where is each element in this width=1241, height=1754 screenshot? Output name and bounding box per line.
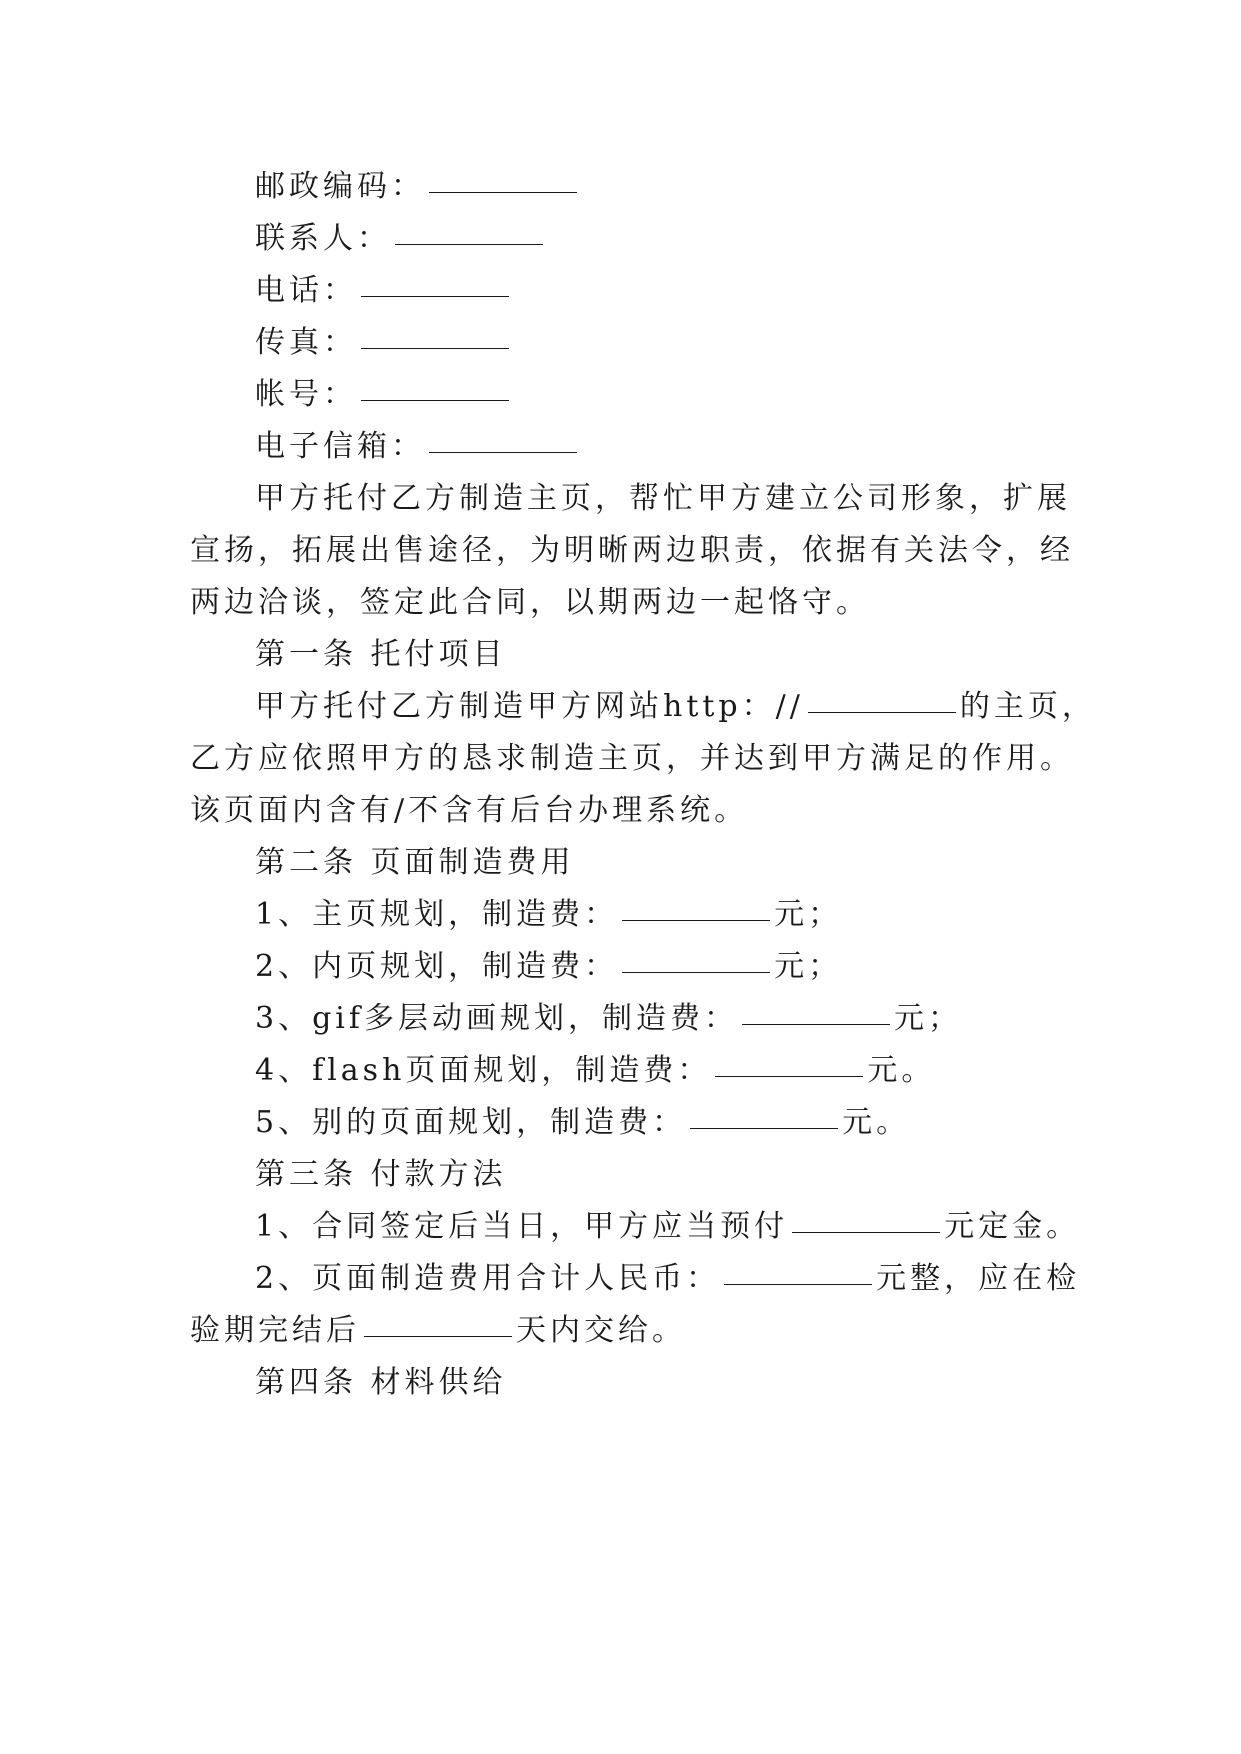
fee-item-4-unit: 元。 bbox=[867, 1053, 936, 1088]
fax-label: 传真： bbox=[255, 325, 357, 360]
payment-item-2-continued bbox=[190, 1302, 1070, 1360]
fee-item-5-blank bbox=[690, 1094, 838, 1129]
deposit-blank bbox=[792, 1198, 940, 1233]
contact-blank bbox=[395, 210, 543, 245]
fee-item-1-label: 1、主页规划，制造费： bbox=[255, 897, 619, 932]
account-blank bbox=[361, 366, 509, 401]
email-blank bbox=[429, 418, 577, 453]
article-2-title: 第二条 页面制造费用 bbox=[255, 845, 575, 880]
payment-item-2-before: 2、页面制造费用合计人民币： bbox=[255, 1261, 721, 1296]
days-blank bbox=[364, 1302, 512, 1337]
email-label: 电子信箱： bbox=[255, 429, 425, 464]
account-label: 帐号： bbox=[255, 377, 357, 412]
article-3-title: 第三条 付款方法 bbox=[255, 1157, 507, 1192]
article-1-line-1-after: 的主页， bbox=[959, 689, 1096, 724]
intro-line-2: 宣扬，拓展出售途径，为明晰两边职责，依据有关法令，经 bbox=[190, 533, 1074, 568]
payment-item-1-after: 元定金。 bbox=[944, 1209, 1081, 1244]
website-url-blank bbox=[808, 678, 956, 713]
intro-line-3: 两边洽谈，签定此合同，以期两边一起恪守。 bbox=[190, 585, 870, 620]
fee-item-2-unit: 元； bbox=[774, 949, 843, 984]
payment-item-2-after: 元整，应在检 bbox=[876, 1261, 1081, 1296]
article-1-title: 第一条 托付项目 bbox=[255, 637, 507, 672]
phone-label: 电话： bbox=[255, 273, 357, 308]
postal-code-blank bbox=[429, 158, 577, 193]
fee-item-1-blank bbox=[622, 886, 770, 921]
fee-item-2-blank bbox=[622, 938, 770, 973]
article-1-line-1-before: 甲方托付乙方制造甲方网站http：// bbox=[255, 689, 804, 724]
payment-item-2-cont-before: 验期完结后 bbox=[190, 1313, 360, 1348]
payment-item-1-before: 1、合同签定后当日，甲方应当预付 bbox=[255, 1209, 789, 1244]
total-amount-blank bbox=[724, 1250, 872, 1285]
fee-item-2 bbox=[255, 938, 1135, 996]
fee-item-4 bbox=[255, 1042, 1135, 1100]
fee-item-3-unit: 元； bbox=[894, 1001, 962, 1036]
fee-item-4-blank bbox=[715, 1042, 863, 1077]
fax-blank bbox=[361, 314, 509, 349]
fee-item-1 bbox=[255, 886, 1135, 944]
fee-item-3 bbox=[255, 990, 1135, 1048]
postal-code-line bbox=[255, 158, 1135, 216]
fee-item-3-label: 3、gif多层动画规划，制造费： bbox=[255, 1001, 738, 1036]
phone-line bbox=[255, 262, 1135, 320]
article-4-title: 第四条 材料供给 bbox=[255, 1365, 507, 1400]
phone-blank bbox=[361, 262, 509, 297]
payment-item-1 bbox=[255, 1198, 1135, 1256]
article-1-line-2: 乙方应依照甲方的恳求制造主页，并达到甲方满足的作用。 bbox=[190, 741, 1074, 776]
payment-item-2-cont-after: 天内交给。 bbox=[516, 1313, 686, 1348]
article-1-line-3: 该页面内含有/不含有后台办理系统。 bbox=[190, 793, 749, 828]
payment-item-2 bbox=[255, 1250, 1135, 1308]
email-line bbox=[255, 418, 1135, 476]
account-line bbox=[255, 366, 1135, 424]
fee-item-5-label: 5、别的页面规划，制造费： bbox=[255, 1105, 687, 1140]
contact-line bbox=[255, 210, 1135, 268]
article-1-line-1 bbox=[255, 678, 1135, 736]
fee-item-2-label: 2、内页规划，制造费： bbox=[255, 949, 619, 984]
fee-item-4-label: 4、flash页面规划，制造费： bbox=[255, 1053, 712, 1088]
fee-item-3-blank bbox=[742, 990, 890, 1025]
postal-code-label: 邮政编码： bbox=[255, 169, 425, 204]
contact-label: 联系人： bbox=[255, 221, 391, 256]
fax-line bbox=[255, 314, 1135, 372]
intro-line-1: 甲方托付乙方制造主页，帮忙甲方建立公司形象，扩展 bbox=[255, 481, 1071, 516]
fee-item-5 bbox=[255, 1094, 1135, 1152]
fee-item-5-unit: 元。 bbox=[842, 1105, 911, 1140]
fee-item-1-unit: 元； bbox=[774, 897, 843, 932]
